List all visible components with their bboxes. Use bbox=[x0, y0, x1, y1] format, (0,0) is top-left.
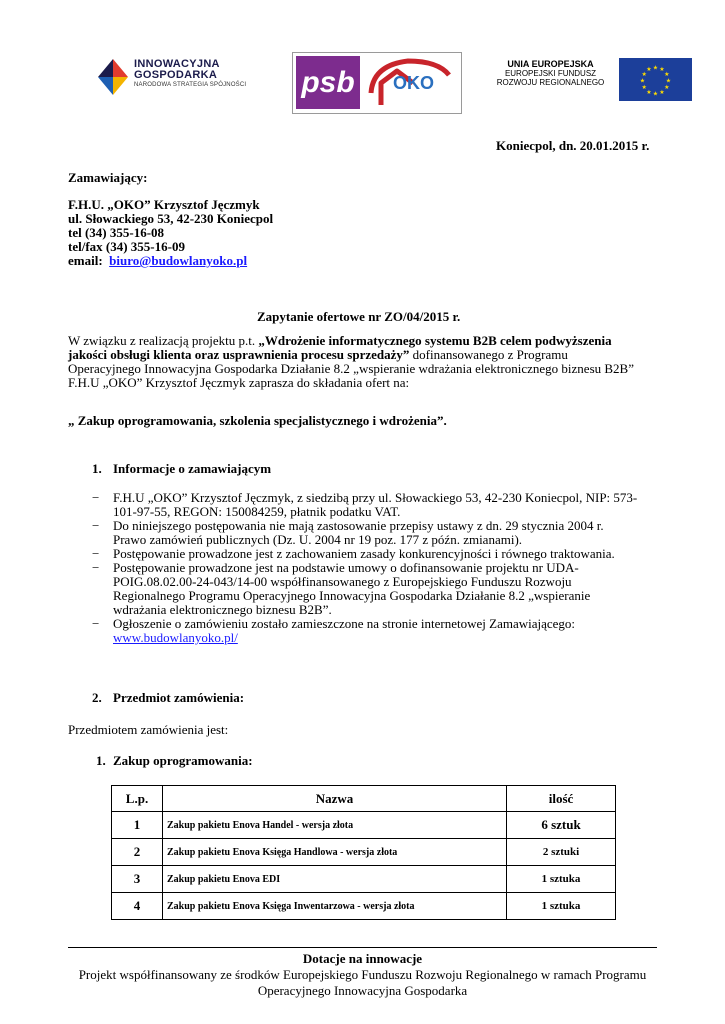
bullet4-line2: POIG.08.02.00-24-043/14-00 współfinansowanego z Europejskiego Funduszu Rozwoju bbox=[113, 574, 572, 589]
contracting-address: ul. Słowackiego 53, 42-230 Koniecpol bbox=[68, 211, 274, 226]
bullet4-line4: wdrażania elektronicznego biznesu B2B”. bbox=[113, 602, 332, 617]
list-item bbox=[92, 617, 672, 645]
col-header-qty: ilość bbox=[507, 786, 616, 812]
psb-logo-text: psb bbox=[296, 56, 360, 109]
bullet-dash: − bbox=[92, 560, 100, 575]
cell-lp: 2 bbox=[112, 839, 163, 866]
email-label: email: bbox=[68, 253, 103, 268]
section2-heading: Przedmiot zamówienia: bbox=[113, 690, 245, 705]
ig-logo-icon bbox=[96, 57, 130, 99]
intro-l4: F.H.U „OKO” Krzysztof Jęczmyk zaprasza do składania ofert na: bbox=[68, 375, 410, 390]
bullet3-line1: Postępowanie prowadzone jest z zachowaniem zasady konkurencyjności i równego traktowania. bbox=[113, 546, 615, 561]
cell-lp: 3 bbox=[112, 866, 163, 893]
contracting-telfax: tel/fax (34) 355-16-09 bbox=[68, 239, 185, 254]
email-link[interactable]: biuro@budowlanyoko.pl bbox=[109, 253, 248, 268]
eu-flag-icon bbox=[619, 58, 692, 101]
cell-qty: 6 sztuk bbox=[507, 812, 616, 839]
cell-qty: 1 sztuka bbox=[507, 866, 616, 893]
bullet1-line1: F.H.U „OKO” Krzysztof Jęczmyk, z siedzibą przy ul. Słowackiego 53, 42-230 Koniecpol, NIP: 573- bbox=[113, 490, 638, 505]
eu-star-icon: ★ bbox=[659, 67, 665, 74]
table-row bbox=[112, 866, 616, 893]
list-item bbox=[92, 547, 672, 561]
cell-name: Zakup pakietu Enova Księga Inwentarzowa - wersja złota bbox=[163, 893, 507, 920]
contracting-name: F.H.U. „OKO” Krzysztof Jęczmyk bbox=[68, 197, 260, 212]
bullet-dash: − bbox=[92, 518, 100, 533]
contracting-tel: tel (34) 355-16-08 bbox=[68, 225, 165, 240]
intro-l2a: jakości obsługi klienta oraz usprawnienia procesu sprzedaży” bbox=[68, 347, 410, 362]
list-item bbox=[92, 491, 672, 519]
eu-star-icon: ★ bbox=[659, 89, 665, 96]
footer-line2: Operacyjnego Innowacyjna Gospodarka bbox=[257, 983, 468, 998]
table-row bbox=[112, 839, 616, 866]
section1-number: 1. bbox=[92, 461, 102, 476]
cell-name: Zakup pakietu Enova Księga Handlowa - wersja złota bbox=[163, 839, 507, 866]
footer-line1: Projekt współfinansowany ze środków Europejskiego Funduszu Rozwoju Regionalnego w ramach Programu bbox=[78, 967, 647, 982]
eu-star-icon: ★ bbox=[665, 78, 672, 85]
items-table bbox=[111, 785, 616, 920]
ig-logo-line1: INNOWACYJNA bbox=[134, 58, 220, 70]
ig-logo-line2: GOSPODARKA bbox=[134, 69, 218, 81]
intro-l2b: dofinansowanego z Programu bbox=[409, 347, 568, 362]
bullet2-line2: Prawo zamówień publicznych (Dz. U. 2004 nr 19 poz. 177 z późn. zmianami). bbox=[113, 532, 523, 547]
oko-logo-text: OKO bbox=[393, 73, 435, 93]
footer-title: Dotacje na innowacje bbox=[302, 951, 423, 966]
eu-star-icon: ★ bbox=[641, 72, 647, 78]
bullet2-line1: Do niniejszego postępowania nie mają zastosowanie przepisy ustawy z dn. 29 stycznia 2004 r. bbox=[113, 518, 604, 533]
cell-qty: 1 sztuka bbox=[507, 893, 616, 920]
page-title: Zapytanie ofertowe nr ZO/04/2015 r. bbox=[257, 309, 461, 324]
bullet-dash: − bbox=[92, 546, 100, 561]
intro-l1a: W związku z realizacją projektu p.t. bbox=[68, 333, 259, 348]
contracting-email-row bbox=[68, 254, 273, 268]
section1-list bbox=[92, 491, 672, 645]
col-header-name: Nazwa bbox=[163, 786, 507, 812]
cell-lp: 4 bbox=[112, 893, 163, 920]
cell-qty: 2 sztuki bbox=[507, 839, 616, 866]
bullet-dash: − bbox=[92, 616, 100, 631]
website-link[interactable]: www.budowlanyoko.pl/ bbox=[113, 630, 238, 645]
contracting-block bbox=[68, 198, 273, 268]
table-row bbox=[112, 812, 616, 839]
subsection-heading: Zakup oprogramowania: bbox=[113, 753, 253, 768]
bullet-dash: − bbox=[92, 490, 100, 505]
intro-l3: Operacyjnego Innowacyjna Gospodarka Działanie 8.2 „wspieranie wdrażania elektronicznego biznesu B2B” bbox=[68, 361, 634, 376]
psb-oko-logo bbox=[292, 52, 462, 114]
eu-star-icon: ★ bbox=[646, 67, 652, 74]
intro-l1b: „Wdrożenie informatycznego systemu B2B celem podwyższenia bbox=[258, 333, 612, 348]
innowacyjna-gospodarka-logo bbox=[96, 55, 266, 101]
subject-line: „ Zakup oprogramowania, szkolenia specjalistycznego i wdrożenia”. bbox=[68, 413, 447, 428]
cell-lp: 1 bbox=[112, 812, 163, 839]
eu-star-icon: ★ bbox=[641, 85, 647, 91]
col-header-lp: L.p. bbox=[112, 786, 163, 812]
table-row bbox=[112, 893, 616, 920]
section2-intro: Przedmiotem zamówienia jest: bbox=[68, 722, 229, 737]
eu-logo-line3: ROZWOJU REGIONALNEGO bbox=[496, 77, 605, 87]
bullet4-line3: Regionalnego Programu Operacyjnego Innowacyjna Gospodarka Działanie 8.2 „wspieranie bbox=[113, 588, 591, 603]
bullet5-line1: Ogłoszenie o zamówieniu zostało zamieszczone na stronie internetowej Zamawiającego: bbox=[113, 616, 576, 631]
subsection-number: 1. bbox=[96, 753, 106, 768]
section1-heading: Informacje o zamawiającym bbox=[113, 461, 272, 476]
date-line: Koniecpol, dn. 20.01.2015 r. bbox=[496, 138, 650, 153]
footer-divider bbox=[68, 947, 657, 948]
contracting-heading: Zamawiający: bbox=[68, 170, 148, 185]
list-item bbox=[92, 519, 672, 547]
eu-star-icon: ★ bbox=[646, 89, 652, 96]
bullet4-line1: Postępowanie prowadzone jest na podstawie umowy o dofinansowanie projektu nr UDA- bbox=[113, 560, 579, 575]
table-header-row bbox=[112, 786, 616, 812]
eu-star-icon: ★ bbox=[664, 72, 670, 78]
eu-logo-line2: EUROPEJSKI FUNDUSZ bbox=[504, 68, 597, 78]
eu-star-icon: ★ bbox=[664, 85, 670, 91]
eu-star-icon: ★ bbox=[652, 65, 659, 72]
section2-number: 2. bbox=[92, 690, 102, 705]
eu-star-icon: ★ bbox=[652, 91, 659, 98]
bullet1-line2: 101-97-55, REGON: 150084259, płatnik podatku VAT. bbox=[113, 504, 401, 519]
eu-logo bbox=[488, 58, 693, 102]
cell-name: Zakup pakietu Enova EDI bbox=[163, 866, 507, 893]
ig-logo-line3: NARODOWA STRATEGIA SPÓJNOŚCI bbox=[134, 82, 247, 88]
eu-logo-line1: UNIA EUROPEJSKA bbox=[507, 59, 594, 69]
footer bbox=[0, 951, 725, 999]
list-item bbox=[92, 561, 672, 617]
cell-name: Zakup pakietu Enova Handel - wersja złota bbox=[163, 812, 507, 839]
intro-paragraph bbox=[68, 334, 668, 390]
eu-star-icon: ★ bbox=[639, 78, 646, 85]
